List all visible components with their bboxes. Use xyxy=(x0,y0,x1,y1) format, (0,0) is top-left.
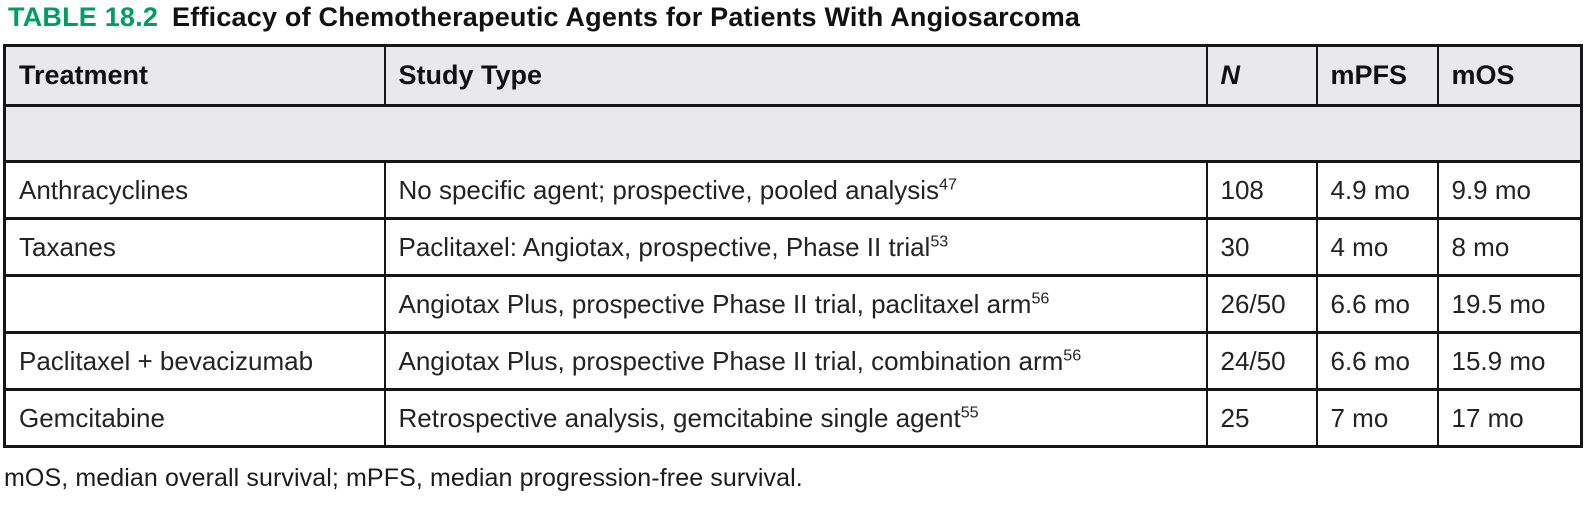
table-number-label: TABLE 18.2 xyxy=(8,2,159,32)
study-cell: Angiotax Plus, prospective Phase II trial, paclitaxel arm$^{56}$ xyxy=(385,276,1207,333)
treatment-cell: Taxanes xyxy=(5,219,385,276)
reference-superscript: 55 xyxy=(960,402,979,421)
n-cell: 26/50 xyxy=(1207,276,1317,333)
column-header-row xyxy=(5,46,1582,106)
treatment-cell: Gemcitabine xyxy=(5,390,385,447)
reference-superscript: 56 xyxy=(1063,345,1082,364)
efficacy-table xyxy=(3,44,1583,448)
column-header-study-type: Study Type xyxy=(385,46,1207,106)
n-cell: 24/50 xyxy=(1207,333,1317,390)
column-header-mos: mOS xyxy=(1438,46,1582,106)
n-cell: 30 xyxy=(1207,219,1317,276)
reference-superscript: 56 xyxy=(1031,288,1050,307)
column-header-n: N xyxy=(1207,46,1317,106)
table-row xyxy=(5,333,1582,390)
mpfs-cell: 4 mo xyxy=(1317,219,1438,276)
empty-header-band xyxy=(5,106,1582,162)
table-row xyxy=(5,276,1582,333)
mos-cell: 15.9 mo xyxy=(1438,333,1582,390)
mos-cell: 8 mo xyxy=(1438,219,1582,276)
table-row xyxy=(5,390,1582,447)
mos-cell: 19.5 mo xyxy=(1438,276,1582,333)
reference-superscript: 53 xyxy=(930,231,949,250)
table-footnote: mOS, median overall survival; mPFS, median progression-free survival. xyxy=(4,464,803,492)
column-header-treatment: Treatment xyxy=(5,46,385,106)
table-caption: Efficacy of Chemotherapeutic Agents for Patients With Angiosarcoma xyxy=(172,2,1081,32)
mpfs-cell: 4.9 mo xyxy=(1317,162,1438,219)
n-cell: 108 xyxy=(1207,162,1317,219)
empty-band-cell xyxy=(5,106,1582,162)
table-body xyxy=(5,162,1582,447)
mos-cell: 17 mo xyxy=(1438,390,1582,447)
mos-cell: 9.9 mo xyxy=(1438,162,1582,219)
mpfs-cell: 7 mo xyxy=(1317,390,1438,447)
treatment-cell: Paclitaxel + bevacizumab xyxy=(5,333,385,390)
mpfs-cell: 6.6 mo xyxy=(1317,276,1438,333)
study-cell: No specific agent; prospective, pooled analysis$^{47}$ xyxy=(385,162,1207,219)
table-title xyxy=(0,0,1586,33)
column-header-mpfs: mPFS xyxy=(1317,46,1438,106)
table-row xyxy=(5,162,1582,219)
mpfs-cell: 6.6 mo xyxy=(1317,333,1438,390)
study-cell: Angiotax Plus, prospective Phase II trial, combination arm$^{56}$ xyxy=(385,333,1207,390)
treatment-cell: Anthracyclines xyxy=(5,162,385,219)
table-row xyxy=(5,219,1582,276)
treatment-cell xyxy=(5,276,385,333)
n-cell: 25 xyxy=(1207,390,1317,447)
study-cell: Paclitaxel: Angiotax, prospective, Phase II trial$^{53}$ xyxy=(385,219,1207,276)
reference-superscript: 47 xyxy=(939,174,957,193)
study-cell: Retrospective analysis, gemcitabine single agent$^{55}$ xyxy=(385,390,1207,447)
